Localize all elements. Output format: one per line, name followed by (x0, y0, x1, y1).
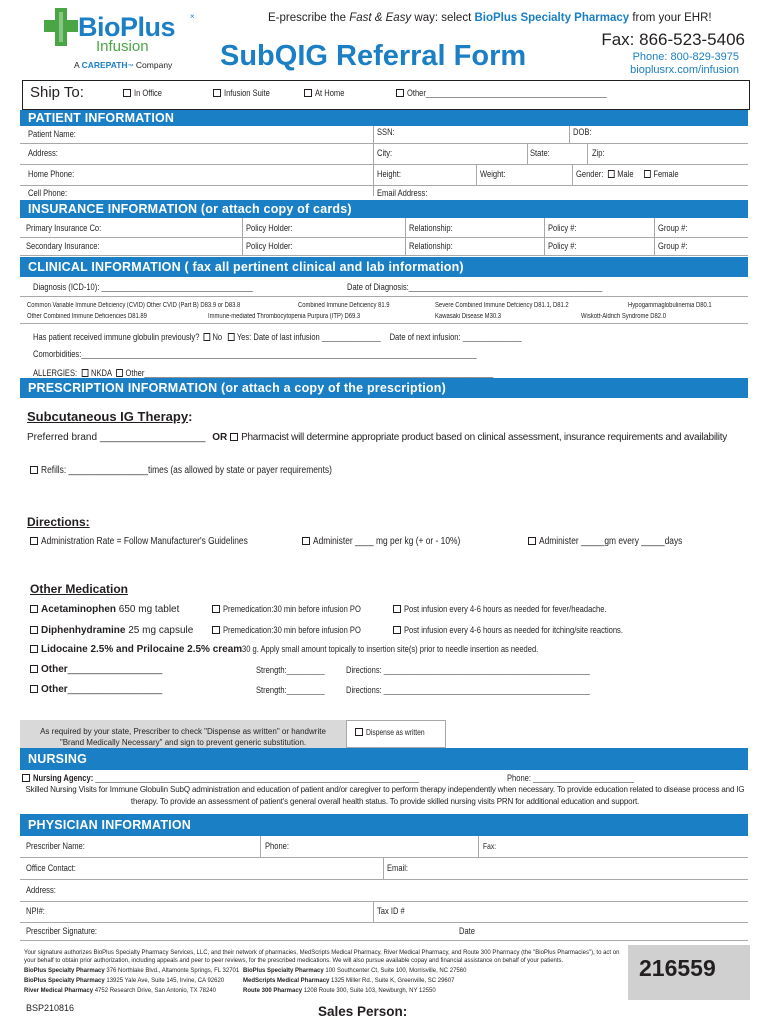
ship-to-in-office[interactable]: In Office (123, 88, 167, 98)
other-medication-heading: Other Medication (30, 582, 129, 596)
header-tagline: E-prescribe the Fast & Easy way: select BioPlus Specialty Pharmacy from your EHR! (268, 12, 712, 24)
sales-person-label: Sales Person: (318, 1004, 408, 1019)
refills-field[interactable]: Refills: _________________times (as allowed by state or payer requirements) (30, 465, 387, 476)
secondary-insurance-field[interactable]: Secondary Insurance: (26, 241, 100, 251)
checkbox-icon[interactable] (304, 89, 312, 97)
patient-name-field[interactable]: Patient Name: (28, 129, 76, 139)
pharmacist-determine-checkbox[interactable] (230, 433, 238, 441)
code-severe-combined[interactable]: Severe Combined Immune Defciency D81.1, D81.2 (435, 302, 569, 309)
secondary-policy-holder-field[interactable]: Policy Holder: (246, 241, 293, 251)
premed-checkbox[interactable] (212, 605, 220, 613)
other-med-2[interactable]: Other_________________ (30, 684, 162, 695)
diphenhydramine-option[interactable]: Diphenhydramine 25 mg capsule (30, 625, 193, 636)
pharmacy-address: BioPlus Specialty Pharmacy 13925 Yale Ave, Suite 145, Irvine, CA 92620 (24, 978, 225, 984)
zip-field[interactable]: Zip: (592, 148, 605, 158)
secondary-group-number-field[interactable]: Group #: (658, 241, 688, 251)
physician-section-header: PHYSICIAN INFORMATION (20, 814, 748, 836)
ship-to-infusion-suite[interactable]: Infusion Suite (213, 88, 279, 98)
dob-field[interactable]: DOB: (573, 127, 592, 137)
admin-gm-checkbox[interactable] (528, 537, 536, 545)
prescriber-signature-field[interactable]: Prescriber Signature: (26, 926, 98, 936)
lidocaine-checkbox[interactable] (30, 645, 38, 653)
female-checkbox[interactable] (644, 170, 651, 178)
acetaminophen-checkbox[interactable] (30, 605, 38, 613)
code-cvid[interactable]: Common Variable Immune Deficiency (CVID) Other CVID (Part B) D83.9 or D83.8 (27, 302, 241, 309)
pharmacy-address: BioPlus Specialty Pharmacy 100 Southcenter Ct, Suite 100, Morrisville, NC 27560 (243, 968, 467, 974)
logo-infusion: Infusion (96, 38, 149, 55)
state-field[interactable]: State: (530, 148, 550, 158)
nursing-section-header: NURSING (20, 748, 748, 770)
office-contact-field[interactable]: Office Contact: (26, 863, 76, 873)
weight-field[interactable]: Weight: (480, 169, 506, 179)
ship-to-at-home[interactable]: At Home (304, 88, 350, 98)
daw-checkbox[interactable] (355, 728, 363, 736)
pharmacy-list-left (24, 966, 239, 996)
bioplus-logo (44, 8, 204, 74)
cell-phone-field[interactable]: Cell Phone: (28, 188, 68, 198)
prescriber-name-field[interactable]: Prescriber Name: (26, 841, 85, 851)
pharmacy-address: River Medical Pharmacy 4752 Research Drive, San Antonio, TX 78240 (24, 988, 217, 994)
directions-heading: Directions: (27, 515, 90, 529)
nkda-checkbox[interactable] (82, 369, 89, 377)
nursing-phone-field[interactable]: Phone: ________________________ (507, 773, 634, 783)
website: bioplusrx.com/infusion (630, 64, 739, 76)
code-kawasaki[interactable]: Kawasaki Disease M30.3 (435, 313, 502, 320)
phone-number: Phone: 800-829-3975 (632, 51, 739, 63)
pharmacy-address: BioPlus Specialty Pharmacy 376 Northlake Blvd., Altamonte Springs, FL 32701 (24, 968, 240, 974)
gender-field: Gender: Male Female (576, 169, 679, 179)
authorization-disclaimer: Your signature authorizes BioPlus Specialty Pharmacy Services, LLC, and their network of pharmacies, MedScripts Medical Pharmacy, River Medical Pharmacy, and Route 300 Pharmacy (the "BioPlus Pharmacies"), to act on your behalf to obtain prior authorization, including appeals and peer to peer reviews, for the prescribed medications. We will also pursue available copay and financial assistance on behalf of your patients. (24, 950, 620, 964)
acetaminophen-option[interactable]: Acetaminophen 650 mg tablet (30, 604, 179, 615)
code-combined-immune[interactable]: Combined Immune Deficiency 81.9 (298, 302, 390, 309)
logo-name: BioPlus (78, 12, 176, 42)
fax-number: Fax: 866-523-5406 (601, 30, 745, 49)
other-med-1-strength[interactable]: Strength:_________ (256, 665, 325, 675)
acetaminophen-post[interactable]: Post infusion every 4-6 hours as needed for fever/headache. (393, 604, 645, 614)
primary-group-number-field[interactable]: Group #: (658, 223, 688, 233)
checkbox-icon[interactable] (396, 89, 404, 97)
prescription-section-header: PRESCRIPTION INFORMATION (or attach a copy of the prescription) (20, 378, 748, 398)
signature-date-field[interactable]: Date (459, 926, 475, 936)
nursing-agency-field[interactable]: Nursing Agency: _____________________________________________________________________________ (22, 773, 493, 783)
physician-address-field[interactable]: Address: (26, 885, 56, 895)
lidocaine-option[interactable]: Lidocaine 2.5% and Prilocaine 2.5% cream30 g. Apply small amount topically to insertion site(s) prior to needle insertion as needed. (30, 644, 595, 655)
dispense-as-written-option[interactable]: Dispense as written (355, 728, 436, 737)
address-field[interactable]: Address: (28, 148, 58, 158)
diphenhydramine-post[interactable]: Post infusion every 4-6 hours as needed for itching/site reactions. (393, 625, 665, 635)
admin-rate-checkbox[interactable] (30, 537, 38, 545)
admin-rate-option[interactable]: Administration Rate = Follow Manufacturer's Guidelines (30, 536, 287, 547)
other-med-1-directions[interactable]: Directions: _________________________________________________ (346, 665, 590, 675)
allergy-other-checkbox[interactable] (116, 369, 123, 377)
insurance-section-header: INSURANCE INFORMATION (or attach copy of cards) (20, 200, 748, 218)
checkbox-icon[interactable] (123, 89, 131, 97)
admin-mg-checkbox[interactable] (302, 537, 310, 545)
preferred-brand-field[interactable]: Preferred brand ___________________ OR Pharmacist will determine appropriate product based on clinical assessment, insurance requirements and availability (27, 432, 728, 443)
npi-field[interactable]: NPI#: (26, 906, 45, 916)
admin-mg-option[interactable]: Administer ____ mg per kg (+ or - 10%) (302, 536, 488, 547)
code-other-combined[interactable]: Other Combined Immune Deficiencies D81.89 (27, 313, 147, 320)
tax-id-field[interactable]: Tax ID # (377, 906, 405, 916)
height-field[interactable]: Height: (377, 169, 401, 179)
refills-checkbox[interactable] (30, 466, 38, 474)
other-med-2-strength[interactable]: Strength:_________ (256, 685, 325, 695)
post-infusion-checkbox[interactable] (393, 605, 401, 613)
form-code: BSP210816 (26, 1003, 75, 1013)
secondary-relationship-field[interactable]: Relationship: (409, 241, 453, 251)
code-wiskott[interactable]: Wiskott-Aldrich Syndrome D82.0 (581, 313, 666, 320)
clinical-section-header: CLINICAL INFORMATION ( fax all pertinent clinical and lab information) (20, 257, 748, 277)
secondary-policy-number-field[interactable]: Policy #: (548, 241, 577, 251)
code-hypogamma[interactable]: Hypogammaglobulinemia D80.1 (628, 302, 712, 309)
daw-instructions: As required by your state, Prescriber to check "Dispense as written" or handwrite "Brand Medically Necessary" and sign to prevent generic substitution. (40, 727, 326, 747)
male-checkbox[interactable] (608, 170, 615, 178)
other-med-checkbox[interactable] (30, 665, 38, 673)
prior-ig-no-checkbox[interactable] (203, 333, 210, 341)
pharmacy-address: Route 300 Pharmacy 1208 Route 300, Suite 103, Newburgh, NY 12550 (243, 988, 436, 994)
subq-heading: Subcutaneous IG Therapy: (27, 409, 193, 424)
physician-phone-field[interactable]: Phone: (265, 841, 289, 851)
nursing-agency-checkbox[interactable] (22, 774, 30, 782)
admin-gm-option[interactable]: Administer _____gm every _____days (528, 536, 710, 547)
ship-to-other[interactable]: Other___________________________________________ (396, 88, 645, 98)
page-title: SubQIG Referral Form (220, 40, 527, 72)
pharmacy-address: MedScripts Medical Pharmacy 1325 Miller Rd., Suite K, Greenville, SC 29607 (243, 978, 455, 984)
acetaminophen-premed[interactable]: Premedication:30 min before infusion PO (212, 604, 387, 614)
patient-section-header: PATIENT INFORMATION (20, 110, 748, 126)
post-infusion-checkbox[interactable] (393, 626, 401, 634)
prior-ig-yes-checkbox[interactable] (228, 333, 235, 341)
diphenhydramine-premed[interactable]: Premedication:30 min before infusion PO (212, 625, 387, 635)
other-med-checkbox[interactable] (30, 685, 38, 693)
code-itp[interactable]: Immune-mediated Thrombocytopenia Purpura (ITP) D69.3 (208, 313, 361, 320)
document-number: 216559 (639, 955, 716, 981)
diphenhydramine-checkbox[interactable] (30, 626, 38, 634)
primary-policy-number-field[interactable]: Policy #: (548, 223, 577, 233)
prior-ig-question: Has patient received immune globulin previously? No Yes: Date of last infusion ______________ Date of next infusion: ______________ (33, 332, 522, 342)
physician-email-field[interactable]: Email: (387, 863, 409, 873)
physician-fax-field[interactable]: Fax: (483, 842, 497, 851)
logo-company: A CAREPATH™ Company (74, 60, 173, 70)
diagnosis-field[interactable]: Diagnosis (ICD-10): ____________________________________ (33, 282, 253, 292)
date-of-diagnosis-field[interactable]: Date of Diagnosis:______________________________________________ (347, 282, 603, 292)
comorbidities-field[interactable]: Comorbidities:______________________________________________________________________________________________ (33, 349, 477, 359)
email-address-field[interactable]: Email Address: (377, 188, 428, 198)
ssn-field[interactable]: SSN: (377, 127, 395, 137)
checkbox-icon[interactable] (213, 89, 221, 97)
other-med-1[interactable]: Other_________________ (30, 664, 162, 675)
premed-checkbox[interactable] (212, 626, 220, 634)
allergies-field: ALLERGIES: NKDA Other___________________________________________________________________________________ (33, 368, 494, 378)
primary-policy-holder-field[interactable]: Policy Holder: (246, 223, 293, 233)
primary-insurance-field[interactable]: Primary Insurance Co: (26, 223, 102, 233)
other-med-2-directions[interactable]: Directions: _________________________________________________ (346, 685, 590, 695)
nursing-description: Skilled Nursing Visits for Immune Globulin SubQ administration and education of patient and/or caregiver to perform therapy independently when necessary. To provide education related to disease process and IG therapy. To provide an assessment of patient's general overall health status. To provide skilled nursing visits PRN for additional education and support. (25, 785, 745, 806)
ship-to-label: Ship To: (30, 84, 84, 101)
logo-mark: × (190, 12, 195, 21)
city-field[interactable]: City: (377, 148, 393, 158)
cross-logo-icon (44, 8, 78, 46)
primary-relationship-field[interactable]: Relationship: (409, 223, 453, 233)
pharmacy-list-right (243, 966, 466, 996)
home-phone-field[interactable]: Home Phone: (28, 169, 75, 179)
